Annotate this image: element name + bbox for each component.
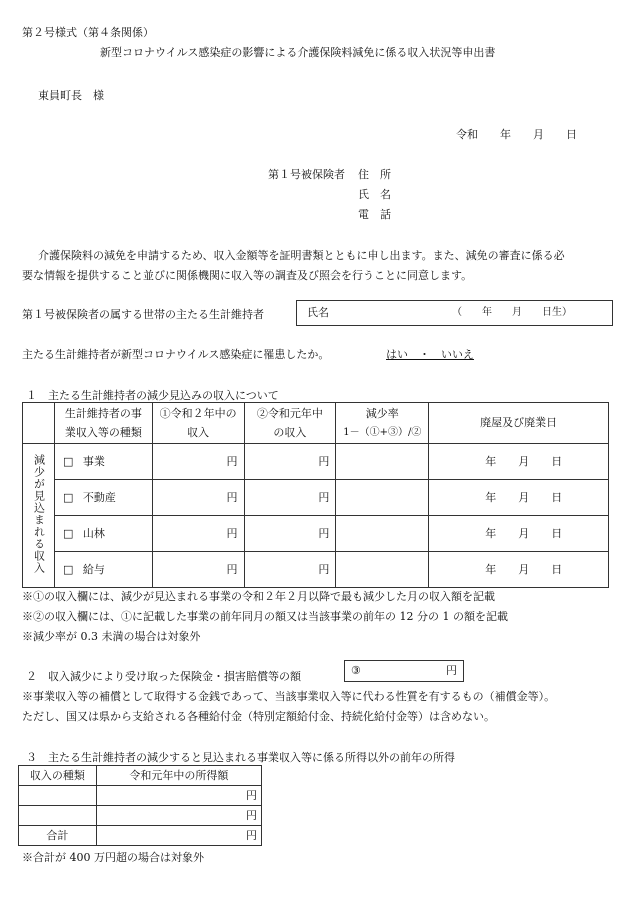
table-row	[23, 444, 609, 480]
header-r1-income: ②令和元年中 の収入	[244, 403, 336, 444]
r2-income-cell[interactable]: 円	[152, 552, 244, 588]
income-kind-cell[interactable]	[19, 786, 97, 806]
household-name-box[interactable]	[296, 300, 613, 326]
r2-income-cell[interactable]: 円	[152, 516, 244, 552]
table-header-row	[23, 403, 609, 444]
address-label: 住 所	[358, 168, 391, 181]
income-kind-cell[interactable]	[19, 806, 97, 826]
household-birth-date: （ 年 月 日生）	[452, 307, 572, 318]
closure-date-cell[interactable]: 年 月 日	[429, 480, 609, 516]
side-label: 減少が見込まれる収入	[32, 454, 46, 574]
closure-date-cell[interactable]: 年 月 日	[429, 552, 609, 588]
insurance-amount-label: ③	[351, 664, 361, 677]
total-row	[19, 826, 262, 846]
income-amount-cell[interactable]: 円	[96, 806, 261, 826]
r2-income-cell[interactable]: 円	[152, 444, 244, 480]
section2-note-2: ただし、国又は県から支給される各種給付金（特別定額給付金、持続化給付金等）は含めない。	[22, 710, 495, 723]
header-blank	[23, 403, 55, 444]
r1-income-cell[interactable]: 円	[244, 480, 336, 516]
reduction-rate-cell[interactable]	[336, 516, 429, 552]
header-reduction-rate: 減少率 1－（①+③）/②	[336, 403, 429, 444]
r1-income-cell[interactable]: 円	[244, 444, 336, 480]
r1-income-cell[interactable]: 円	[244, 552, 336, 588]
income-type-cell[interactable]	[54, 480, 152, 516]
phone-label: 電 話	[358, 208, 391, 221]
income-type-cell[interactable]	[54, 444, 152, 480]
section2-note-1: ※事業収入等の補償として取得する金銭であって、当該事業収入等に代わる性質を有するもの（補償金等）。	[22, 690, 556, 703]
table-row	[23, 552, 609, 588]
income-type-cell[interactable]	[54, 516, 152, 552]
addressee: 東員町長 様	[38, 89, 104, 102]
closure-date-cell[interactable]: 年 月 日	[429, 444, 609, 480]
insurance-amount-box[interactable]	[344, 660, 464, 682]
header-closure-date: 廃屋及び廃業日	[429, 403, 609, 444]
header-r1-income-amount: 令和元年中の所得額	[96, 766, 261, 786]
table-row	[19, 806, 262, 826]
r2-income-cell[interactable]: 円	[152, 480, 244, 516]
header-income-type: 生計維持者の事 業収入等の種類	[54, 403, 152, 444]
header-income-kind: 収入の種類	[19, 766, 97, 786]
r1-income-cell[interactable]: 円	[244, 516, 336, 552]
income-type-cell[interactable]	[54, 552, 152, 588]
income-type-label: 不動産	[82, 490, 116, 504]
income-type-label: 給与	[82, 562, 105, 576]
insurance-amount-unit: 円	[446, 664, 457, 677]
table-row	[23, 516, 609, 552]
date-line: 令和 年 月 日	[456, 128, 577, 141]
income-reduction-table	[22, 402, 609, 588]
section3-title: ３ 主たる生計維持者の減少すると見込まれる事業収入等に係る所得以外の前年の所得	[26, 751, 455, 764]
reduction-rate-cell[interactable]	[336, 480, 429, 516]
document-title: 新型コロナウイルス感染症の影響による介護保険料減免に係る収入状況等申出書	[100, 46, 496, 59]
income-amount-cell[interactable]: 円	[96, 786, 261, 806]
income-type-label: 山林	[82, 526, 105, 540]
total-amount-cell[interactable]: 円	[96, 826, 261, 846]
section1-note-1: ※①の収入欄には、減少が見込まれる事業の令和２年２月以降で最も減少した月の収入額を記載	[22, 590, 495, 603]
income-type-label: 事業	[82, 454, 105, 468]
header-r2-income: ①令和２年中の 収入	[152, 403, 244, 444]
table-row	[23, 480, 609, 516]
table-header-row	[19, 766, 262, 786]
intro-line-2: 要な情報を提供すること並びに関係機関に収入等の調査及び照会を行うことに同意します。	[22, 269, 473, 282]
household-label: 第１号被保険者の属する世帯の主たる生計維持者	[22, 308, 264, 321]
section2-title: ２ 収入減少により受け取った保険金・損害賠償等の額	[26, 670, 301, 683]
covid-answer-choice[interactable]: はい ・ いいえ	[386, 348, 474, 361]
checkbox[interactable]: □	[62, 454, 74, 468]
household-name-label: 氏名	[307, 306, 329, 319]
name-label: 氏 名	[358, 188, 391, 201]
reduction-rate-cell[interactable]	[336, 444, 429, 480]
total-label: 合計	[19, 826, 97, 846]
side-label-cell	[23, 444, 55, 588]
covid-question: 主たる生計維持者が新型コロナウイルス感染症に罹患したか。	[22, 348, 330, 361]
section1-note-2: ※②の収入欄には、①に記載した事業の前年同月の額又は当該事業の前年の 12 分の 1 の額を記載	[22, 610, 508, 623]
reduction-rate-cell[interactable]	[336, 552, 429, 588]
other-income-table	[18, 765, 262, 846]
applicant-label: 第１号被保険者	[268, 168, 345, 181]
table-row	[19, 786, 262, 806]
section1-note-3: ※減少率が 0.3 未満の場合は対象外	[22, 630, 201, 643]
checkbox[interactable]: □	[62, 490, 74, 504]
checkbox[interactable]: □	[62, 562, 74, 576]
closure-date-cell[interactable]: 年 月 日	[429, 516, 609, 552]
checkbox[interactable]: □	[62, 526, 74, 540]
section3-note: ※合計が 400 万円超の場合は対象外	[22, 851, 204, 864]
intro-line-1: 介護保険料の減免を申請するため、収入金額等を証明書類とともに申し出ます。また、減免の審査に係る必	[38, 249, 565, 262]
section1-title: １ 主たる生計維持者の減少見込みの収入について	[26, 389, 279, 402]
form-number: 第２号様式（第４条関係）	[22, 26, 154, 39]
